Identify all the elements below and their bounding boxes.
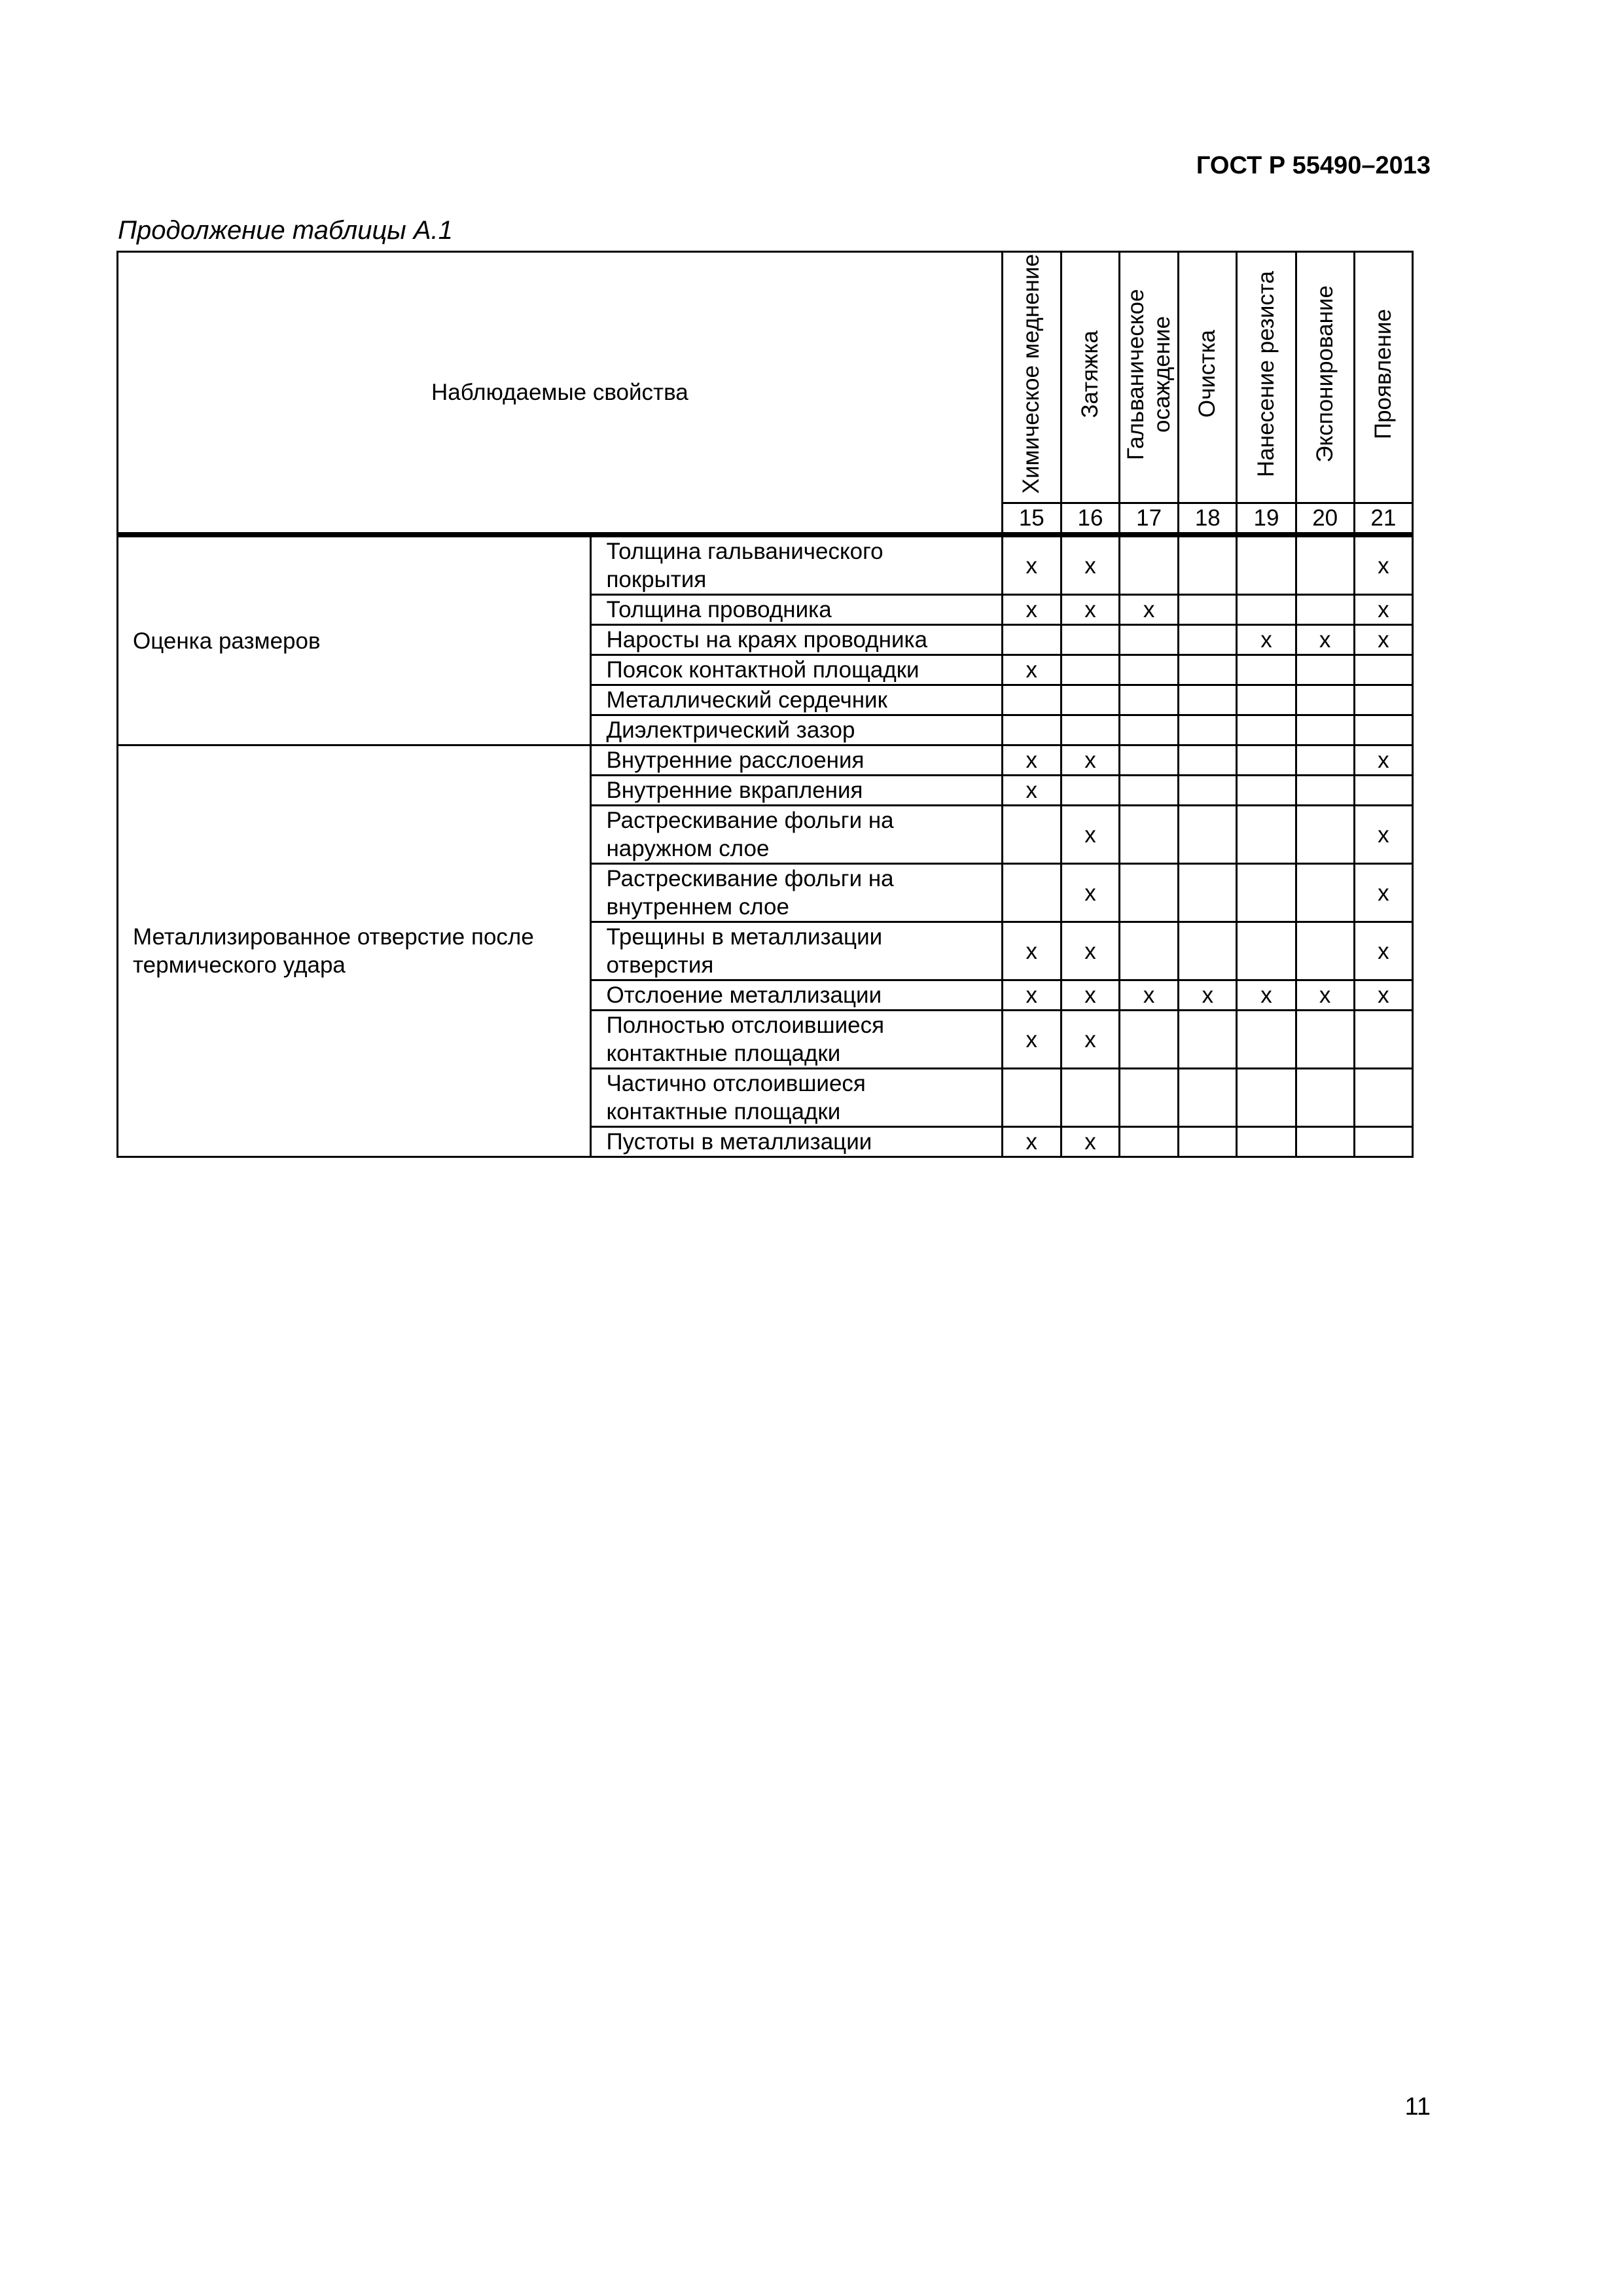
mark-cell: x bbox=[1002, 655, 1061, 685]
mark-cell bbox=[1237, 535, 1296, 595]
mark-cell bbox=[1120, 1011, 1179, 1069]
mark-cell bbox=[1002, 1069, 1061, 1127]
page-number: 11 bbox=[1404, 2093, 1431, 2121]
mark-cell bbox=[1120, 864, 1179, 922]
mark-cell bbox=[1120, 625, 1179, 655]
mark-cell: x bbox=[1354, 625, 1412, 655]
mark-cell bbox=[1061, 625, 1119, 655]
mark-cell bbox=[1237, 1069, 1296, 1127]
mark-cell bbox=[1179, 535, 1237, 595]
mark-cell bbox=[1296, 1011, 1354, 1069]
mark-cell bbox=[1179, 685, 1237, 715]
property-label: Толщина проводника bbox=[591, 595, 1002, 625]
mark-cell bbox=[1179, 715, 1237, 745]
document-code: ГОСТ Р 55490–2013 bbox=[1196, 152, 1431, 179]
property-label: Отслоение металлизации bbox=[591, 980, 1002, 1011]
mark-cell bbox=[1296, 806, 1354, 864]
group-name: Оценка размеров bbox=[118, 535, 591, 745]
mark-cell bbox=[1237, 806, 1296, 864]
mark-cell bbox=[1237, 776, 1296, 806]
mark-cell: x bbox=[1354, 922, 1412, 980]
mark-cell: x bbox=[1061, 980, 1119, 1011]
mark-cell bbox=[1237, 922, 1296, 980]
mark-cell bbox=[1061, 776, 1119, 806]
mark-cell bbox=[1120, 535, 1179, 595]
mark-cell: x bbox=[1120, 980, 1179, 1011]
mark-cell bbox=[1354, 776, 1412, 806]
property-label: Наросты на краях проводника bbox=[591, 625, 1002, 655]
mark-cell bbox=[1179, 864, 1237, 922]
mark-cell: x bbox=[1237, 625, 1296, 655]
mark-cell: x bbox=[1002, 776, 1061, 806]
column-number: 19 bbox=[1237, 503, 1296, 535]
mark-cell bbox=[1237, 864, 1296, 922]
mark-cell: x bbox=[1002, 535, 1061, 595]
mark-cell bbox=[1061, 655, 1119, 685]
mark-cell: x bbox=[1237, 980, 1296, 1011]
header-row bbox=[118, 252, 1413, 503]
table-row bbox=[118, 535, 1413, 595]
mark-cell bbox=[1296, 595, 1354, 625]
mark-cell bbox=[1179, 595, 1237, 625]
property-label: Поясок контактной площадки bbox=[591, 655, 1002, 685]
table-row bbox=[118, 745, 1413, 776]
mark-cell bbox=[1296, 655, 1354, 685]
column-header: Химическое меднение bbox=[1002, 252, 1061, 503]
mark-cell bbox=[1296, 685, 1354, 715]
property-label: Частично отслоившиеся контактные площадки bbox=[591, 1069, 1002, 1127]
column-number: 15 bbox=[1002, 503, 1061, 535]
mark-cell bbox=[1061, 1069, 1119, 1127]
table-caption: Продолжение таблицы А.1 bbox=[118, 216, 453, 245]
mark-cell: x bbox=[1354, 980, 1412, 1011]
mark-cell bbox=[1296, 745, 1354, 776]
mark-cell bbox=[1354, 1011, 1412, 1069]
mark-cell bbox=[1002, 685, 1061, 715]
column-number: 20 bbox=[1296, 503, 1354, 535]
properties-table bbox=[116, 251, 1414, 1158]
mark-cell: x bbox=[1002, 980, 1061, 1011]
mark-cell bbox=[1179, 1069, 1237, 1127]
property-label: Диэлектрический зазор bbox=[591, 715, 1002, 745]
column-header: Экспонирование bbox=[1296, 252, 1354, 503]
property-label: Растрескивание фольги на внутреннем слое bbox=[591, 864, 1002, 922]
mark-cell: x bbox=[1002, 595, 1061, 625]
mark-cell: x bbox=[1296, 625, 1354, 655]
property-label: Пустоты в металлизации bbox=[591, 1127, 1002, 1157]
mark-cell bbox=[1120, 806, 1179, 864]
property-label: Внутренние вкрапления bbox=[591, 776, 1002, 806]
mark-cell bbox=[1354, 715, 1412, 745]
mark-cell: x bbox=[1354, 864, 1412, 922]
mark-cell bbox=[1237, 715, 1296, 745]
mark-cell bbox=[1296, 535, 1354, 595]
mark-cell bbox=[1237, 745, 1296, 776]
mark-cell bbox=[1120, 715, 1179, 745]
mark-cell bbox=[1237, 655, 1296, 685]
mark-cell bbox=[1296, 922, 1354, 980]
mark-cell: x bbox=[1061, 922, 1119, 980]
mark-cell bbox=[1237, 685, 1296, 715]
mark-cell bbox=[1002, 864, 1061, 922]
column-number: 21 bbox=[1354, 503, 1412, 535]
mark-cell: x bbox=[1354, 806, 1412, 864]
mark-cell bbox=[1120, 776, 1179, 806]
mark-cell bbox=[1296, 864, 1354, 922]
mark-cell: x bbox=[1179, 980, 1237, 1011]
mark-cell bbox=[1120, 922, 1179, 980]
column-number: 16 bbox=[1061, 503, 1119, 535]
property-label: Металлический сердечник bbox=[591, 685, 1002, 715]
mark-cell bbox=[1002, 806, 1061, 864]
mark-cell bbox=[1179, 1011, 1237, 1069]
mark-cell bbox=[1120, 685, 1179, 715]
mark-cell bbox=[1354, 685, 1412, 715]
column-header: Гальваническое осаждение bbox=[1120, 252, 1179, 503]
mark-cell bbox=[1237, 595, 1296, 625]
mark-cell: x bbox=[1061, 745, 1119, 776]
property-label: Трещины в металлизации отверстия bbox=[591, 922, 1002, 980]
mark-cell: x bbox=[1002, 1127, 1061, 1157]
group-name: Металлизированное отверстие после термического удара bbox=[118, 745, 591, 1157]
mark-cell bbox=[1120, 655, 1179, 685]
mark-cell bbox=[1061, 715, 1119, 745]
column-number: 18 bbox=[1179, 503, 1237, 535]
mark-cell bbox=[1179, 1127, 1237, 1157]
mark-cell bbox=[1296, 1069, 1354, 1127]
mark-cell bbox=[1179, 806, 1237, 864]
mark-cell bbox=[1296, 715, 1354, 745]
mark-cell bbox=[1296, 1127, 1354, 1157]
column-number: 17 bbox=[1120, 503, 1179, 535]
mark-cell bbox=[1179, 922, 1237, 980]
mark-cell: x bbox=[1061, 1011, 1119, 1069]
mark-cell bbox=[1002, 715, 1061, 745]
property-label: Внутренние расслоения bbox=[591, 745, 1002, 776]
mark-cell: x bbox=[1061, 1127, 1119, 1157]
property-label: Полностью отслоившиеся контактные площадки bbox=[591, 1011, 1002, 1069]
column-header: Очистка bbox=[1179, 252, 1237, 503]
mark-cell bbox=[1179, 655, 1237, 685]
mark-cell bbox=[1354, 655, 1412, 685]
mark-cell bbox=[1120, 1127, 1179, 1157]
mark-cell: x bbox=[1002, 745, 1061, 776]
mark-cell bbox=[1296, 776, 1354, 806]
mark-cell bbox=[1002, 625, 1061, 655]
mark-cell: x bbox=[1354, 595, 1412, 625]
observed-properties-header: Наблюдаемые свойства bbox=[118, 252, 1003, 535]
mark-cell: x bbox=[1061, 864, 1119, 922]
mark-cell bbox=[1179, 745, 1237, 776]
mark-cell: x bbox=[1354, 535, 1412, 595]
mark-cell bbox=[1237, 1127, 1296, 1157]
mark-cell bbox=[1120, 1069, 1179, 1127]
mark-cell: x bbox=[1061, 806, 1119, 864]
property-label: Толщина гальванического покрытия bbox=[591, 535, 1002, 595]
mark-cell bbox=[1354, 1127, 1412, 1157]
mark-cell: x bbox=[1002, 1011, 1061, 1069]
mark-cell: x bbox=[1061, 535, 1119, 595]
column-header: Нанесение резиста bbox=[1237, 252, 1296, 503]
column-header: Затяжка bbox=[1061, 252, 1119, 503]
mark-cell: x bbox=[1296, 980, 1354, 1011]
mark-cell bbox=[1354, 1069, 1412, 1127]
property-label: Растрескивание фольги на наружном слое bbox=[591, 806, 1002, 864]
mark-cell bbox=[1179, 776, 1237, 806]
mark-cell bbox=[1061, 685, 1119, 715]
mark-cell: x bbox=[1061, 595, 1119, 625]
mark-cell bbox=[1179, 625, 1237, 655]
mark-cell: x bbox=[1120, 595, 1179, 625]
column-header: Проявление bbox=[1354, 252, 1412, 503]
mark-cell: x bbox=[1002, 922, 1061, 980]
mark-cell: x bbox=[1354, 745, 1412, 776]
mark-cell bbox=[1237, 1011, 1296, 1069]
mark-cell bbox=[1120, 745, 1179, 776]
